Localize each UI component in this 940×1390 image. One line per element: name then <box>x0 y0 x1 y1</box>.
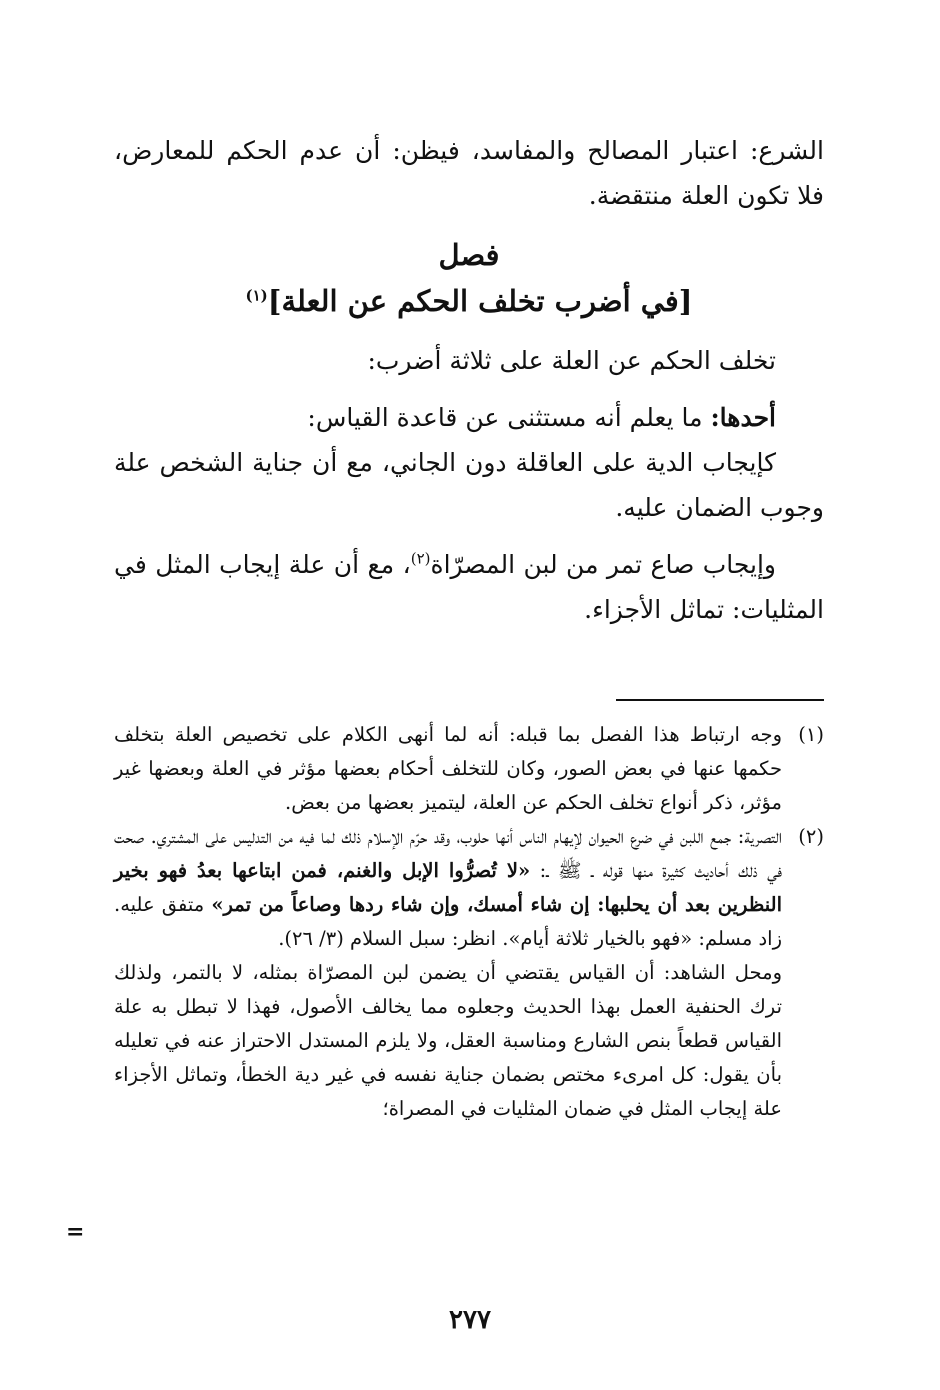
footnote-1-text: وجه ارتباط هذا الفصل بما قبله: أنه لما أنهى الكلام على تخصيص العلة بتخلف حكمها عنها في بعض الصور، وكان للتخلف أحكام بعضها مؤثر في العلة وبعضها غير مؤثر، ذكر أنواع تخلف الحكم عن العلة، ليتميز بعضها من بعض. <box>114 723 782 814</box>
footnote-ref-1: (١) <box>245 286 268 305</box>
footnote-2 <box>114 820 824 956</box>
footnote-2-text-a: التصرية: جمع اللبن في ضرع الحيوان لإيهام الناس أنها حلوب، وقد حرّم الإسلام ذلك لما فيه من التدليس على المشتري. صحت في ذلك أحاديث كثيرة منها قوله ـ ﷺ ـ: <box>114 825 782 882</box>
section-heading: فصل <box>438 238 500 272</box>
section-subtitle-text: [في أضرب تخلف الحكم عن العلة] <box>267 284 693 318</box>
footnotes <box>114 718 824 1126</box>
continuation-mark: = <box>66 1219 85 1245</box>
footnote-separator <box>616 699 824 701</box>
example-1-paragraph: كإيجاب الدية على العاقلة دون الجاني، مع أن جناية الشخص علة وجوب الضمان عليه. <box>114 448 824 522</box>
footnote-ref-2: (٢) <box>410 549 431 568</box>
lead-line: تخلف الحكم عن العلة على ثلاثة أضرب: <box>367 346 776 375</box>
footnote-1 <box>114 718 824 820</box>
main-text <box>114 128 824 632</box>
first-type-paragraph <box>114 395 824 440</box>
footnote-2-text-b: متفق عليه. زاد مسلم: «فهو بالخيار ثلاثة أيام». انظر: سبل السلام (٣/ ٢٦). <box>114 893 782 950</box>
footnote-2-hadith: «لا تُصرُّوا الإبل والغنم، فمن ابتاعها بعدُ فهو بخير النظرين بعد أن يحلبها: إن شاء أمسك، وإن شاء ردها وصاعاً من تمر» <box>114 859 783 916</box>
footnote-2-continued: ومحل الشاهد: أن القياس يقتضي أن يضمن لبن المصرّاة بمثله، لا بالتمر، ولذلك ترك الحنفية العمل بهذا الحديث وجعلوه مما يخالف الأصول، فهذا لا تبطل به علة القياس قطعاً بنص الشارع ومناسبة العقل، ولا يلزم المستدل الاحتراز عنه في تعليله بأن يقول: كل امرىء مختص بضمان جناية نفسه في غير دية الخطأ، وتماثل الأجزاء علة إيجاب المثل في ضمان المثليات في المصراة؛ <box>114 961 782 1120</box>
footnote-2-number: (٢) <box>798 825 824 848</box>
intro-paragraph: الشرع: اعتبار المصالح والمفاسد، فيظن: أن عدم الحكم للمعارض، فلا تكون العلة منتقضة. <box>114 136 824 210</box>
page-number: ٢٧٧ <box>449 1305 491 1335</box>
first-type-text: ما يعلم أنه مستثنى عن قاعدة القياس: <box>307 403 711 432</box>
example-2-end: ، مع أن علة إيجاب المثل في المثليات: تماثل الأجزاء. <box>114 550 824 624</box>
example-2-paragraph <box>114 542 824 632</box>
footnote-1-number: (١) <box>798 723 824 746</box>
first-type-label: أحدها: <box>710 403 776 432</box>
example-2-start: وإيجاب صاع تمر من لبن المصرّاة <box>430 550 776 579</box>
section-subtitle <box>114 278 824 324</box>
